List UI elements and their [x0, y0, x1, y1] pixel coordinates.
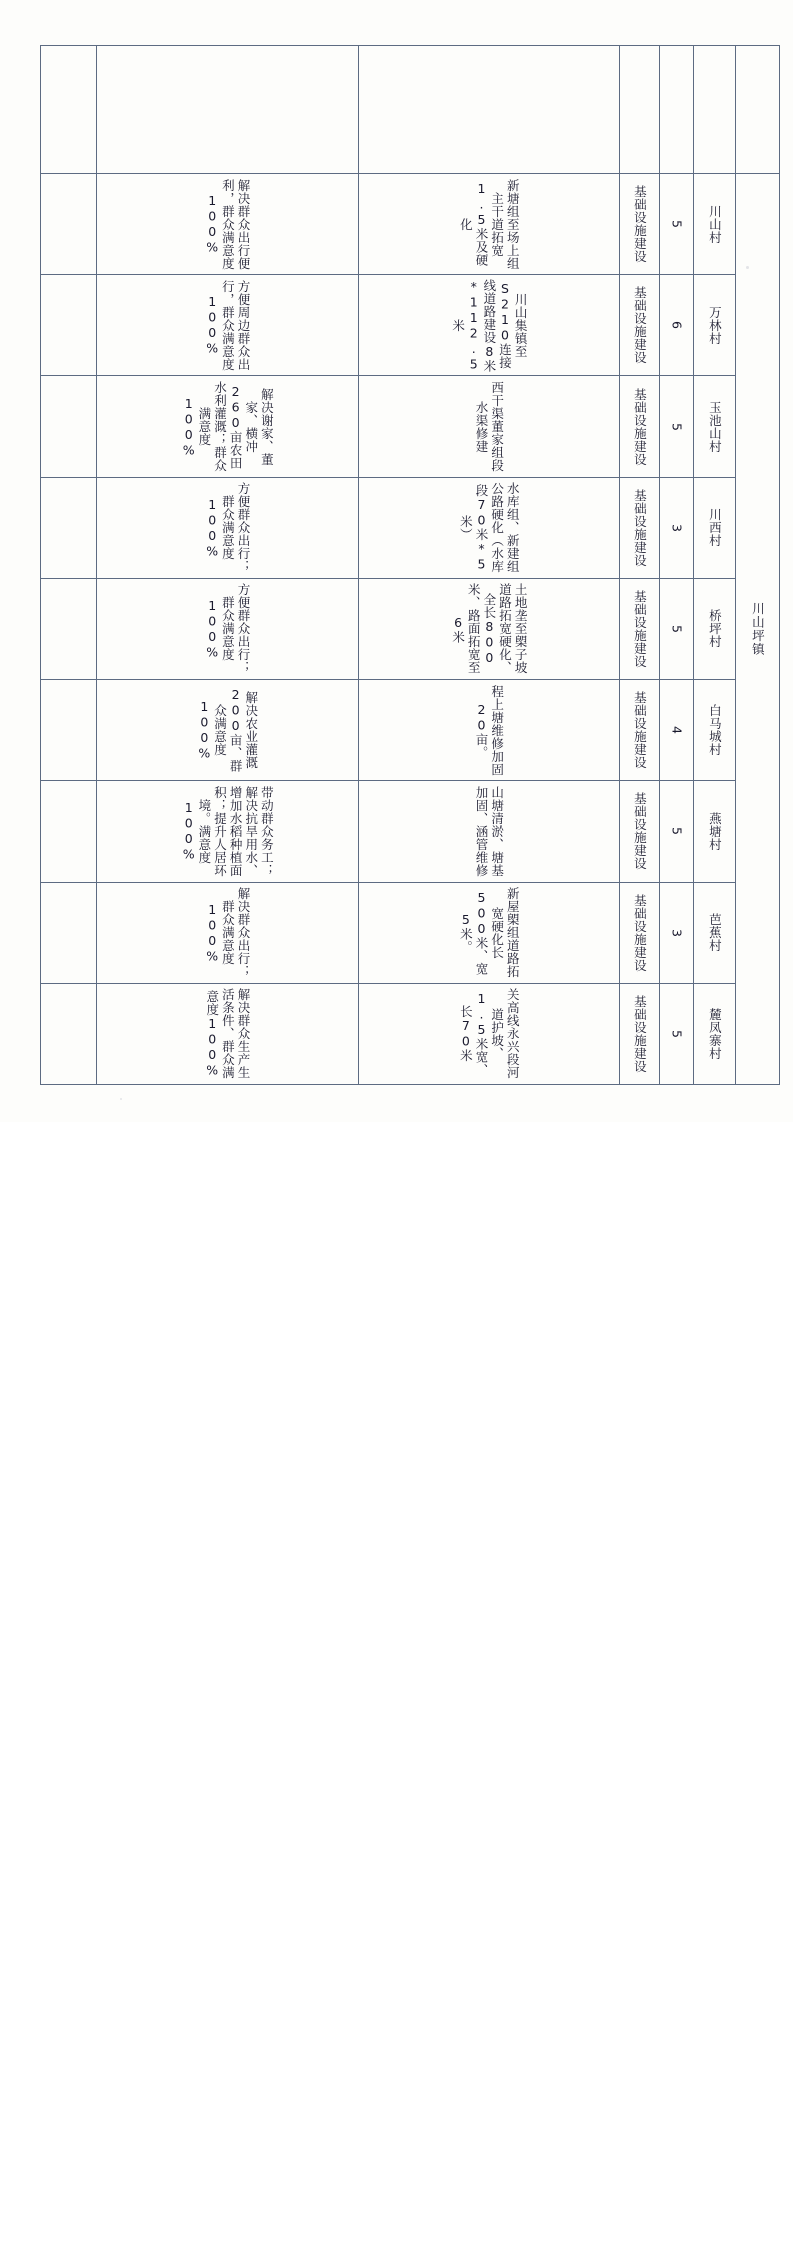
quantity-cell [660, 578, 694, 679]
header-cell-category [620, 46, 660, 174]
benefit-cell [97, 983, 359, 1084]
village-text: 川山村 [707, 204, 723, 244]
project-cell [359, 983, 620, 1084]
category-cell [620, 275, 660, 376]
table-container [40, 45, 766, 1085]
village-cell [694, 376, 736, 477]
category-cell [620, 983, 660, 1084]
quantity-cell [660, 376, 694, 477]
table-row [41, 680, 780, 781]
header-cell-project [359, 46, 620, 174]
category-text: 基础设施建设 [632, 893, 648, 972]
village-cell [694, 882, 736, 983]
row-blank-cell [41, 781, 97, 882]
village-cell [694, 578, 736, 679]
benefit-cell [97, 275, 359, 376]
table-row [41, 275, 780, 376]
category-cell [620, 477, 660, 578]
category-cell [620, 376, 660, 477]
benefit-cell [97, 781, 359, 882]
category-cell [620, 781, 660, 882]
project-text: 程上塘维修加固20亩。 [474, 684, 505, 776]
village-text: 万林村 [707, 305, 723, 345]
category-text: 基础设施建设 [632, 488, 648, 567]
project-cell [359, 477, 620, 578]
quantity-cell [660, 174, 694, 275]
town-text: 川山坪镇 [750, 602, 766, 656]
benefit-cell [97, 376, 359, 477]
category-text: 基础设施建设 [632, 286, 648, 365]
scan-speck [120, 1098, 122, 1100]
row-blank-cell [41, 882, 97, 983]
category-cell [620, 578, 660, 679]
row-blank-cell [41, 680, 97, 781]
category-text: 基础设施建设 [632, 387, 648, 466]
quantity-cell [660, 781, 694, 882]
header-cell-blank [41, 46, 97, 174]
row-blank-cell [41, 376, 97, 477]
village-cell [694, 781, 736, 882]
table-row [41, 781, 780, 882]
row-blank-cell [41, 477, 97, 578]
benefit-cell [97, 680, 359, 781]
project-cell [359, 882, 620, 983]
quantity-cell [660, 477, 694, 578]
benefit-text: 方便周边群众出行，群众满意度100% [204, 279, 251, 371]
project-cell [359, 275, 620, 376]
category-cell [620, 680, 660, 781]
quantity-cell [660, 882, 694, 983]
header-cell-quantity [660, 46, 694, 174]
category-text: 基础设施建设 [632, 792, 648, 871]
table-row [41, 882, 780, 983]
village-cell [694, 983, 736, 1084]
header-cell-town [736, 46, 780, 174]
project-cell [359, 680, 620, 781]
quantity-text: 3 [669, 928, 685, 937]
quantity-text: 5 [669, 827, 685, 836]
benefit-text: 带动群众务工；解决抗旱用水、增加水稻种植面积；提升人居环境。满意度100% [181, 785, 275, 877]
category-cell [620, 174, 660, 275]
project-text: 西干渠董家组段水渠修建 [474, 381, 505, 473]
village-text: 桥坪村 [707, 609, 723, 649]
benefit-cell [97, 882, 359, 983]
village-text: 燕塘村 [707, 811, 723, 851]
project-cell [359, 376, 620, 477]
table-row [41, 174, 780, 275]
project-text: 新塘组至场上组主干道拓宽1.5米及硬化 [458, 178, 521, 270]
row-blank-cell [41, 578, 97, 679]
quantity-cell [660, 983, 694, 1084]
benefit-cell [97, 477, 359, 578]
category-text: 基础设施建设 [632, 691, 648, 770]
quantity-text: 5 [669, 625, 685, 633]
project-text: 关高线永兴段河道护坡、1.5米宽、长70米 [458, 988, 521, 1080]
header-cell-village [694, 46, 736, 174]
category-cell [620, 882, 660, 983]
project-table [40, 45, 780, 1085]
village-text: 白马城村 [707, 704, 723, 757]
quantity-cell [660, 275, 694, 376]
benefit-cell [97, 578, 359, 679]
quantity-text: 5 [669, 220, 685, 229]
project-cell [359, 174, 620, 275]
quantity-text: 5 [669, 422, 685, 431]
row-blank-cell [41, 983, 97, 1084]
project-text: 川山集镇至S210连接线道路建设8米*112.5米 [450, 278, 529, 373]
village-text: 芭蕉村 [707, 913, 723, 953]
table-row [41, 578, 780, 679]
village-text: 麓凤寨村 [707, 1007, 723, 1060]
village-cell [694, 275, 736, 376]
benefit-text: 解决群众出行；群众满意度100% [204, 887, 251, 979]
quantity-text: 4 [669, 726, 685, 735]
benefit-text: 方便群众出行；群众满意度100% [204, 583, 251, 675]
village-cell [694, 477, 736, 578]
quantity-text: 5 [669, 1029, 685, 1038]
village-cell [694, 174, 736, 275]
table-row [41, 477, 780, 578]
benefit-text: 解决群众出行便利，群众满意度100% [204, 178, 251, 270]
table-row [41, 376, 780, 477]
project-cell [359, 578, 620, 679]
project-text: 山塘清淤、塘基加固、涵管维修 [474, 785, 505, 877]
category-text: 基础设施建设 [632, 589, 648, 668]
project-text: 土地垄至㮾子坡道路拓宽硬化、全长800米、路面拓宽至6米 [450, 583, 529, 675]
header-cell-benefit [97, 46, 359, 174]
category-text: 基础设施建设 [632, 994, 648, 1073]
village-text: 川西村 [707, 508, 723, 548]
category-text: 基础设施建设 [632, 185, 648, 264]
row-blank-cell [41, 275, 97, 376]
benefit-text: 解决农业灌溉200亩、群众满意度100% [196, 687, 259, 773]
quantity-text: 3 [669, 523, 685, 532]
village-cell [694, 680, 736, 781]
project-text: 新屋㮾组道路拓宽硬化长500米、宽5米。 [458, 887, 521, 979]
benefit-text: 解决谢家、董家、横冲260亩农田水利灌溉；群众满意度100% [181, 381, 275, 473]
row-blank-cell [41, 174, 97, 275]
town-cell [736, 174, 780, 1085]
benefit-text: 解决群众生产生活条件、群众满意度100% [204, 988, 251, 1080]
village-text: 玉池山村 [707, 400, 723, 453]
table-header-row [41, 46, 780, 174]
project-cell [359, 781, 620, 882]
table-row [41, 983, 780, 1084]
benefit-cell [97, 174, 359, 275]
project-text: 水库组、新建组公路硬化（水库段70米*5米） [458, 482, 521, 574]
benefit-text: 方便群众出行；群众满意度100% [204, 482, 251, 574]
quantity-text: 6 [669, 321, 685, 330]
quantity-cell [660, 680, 694, 781]
